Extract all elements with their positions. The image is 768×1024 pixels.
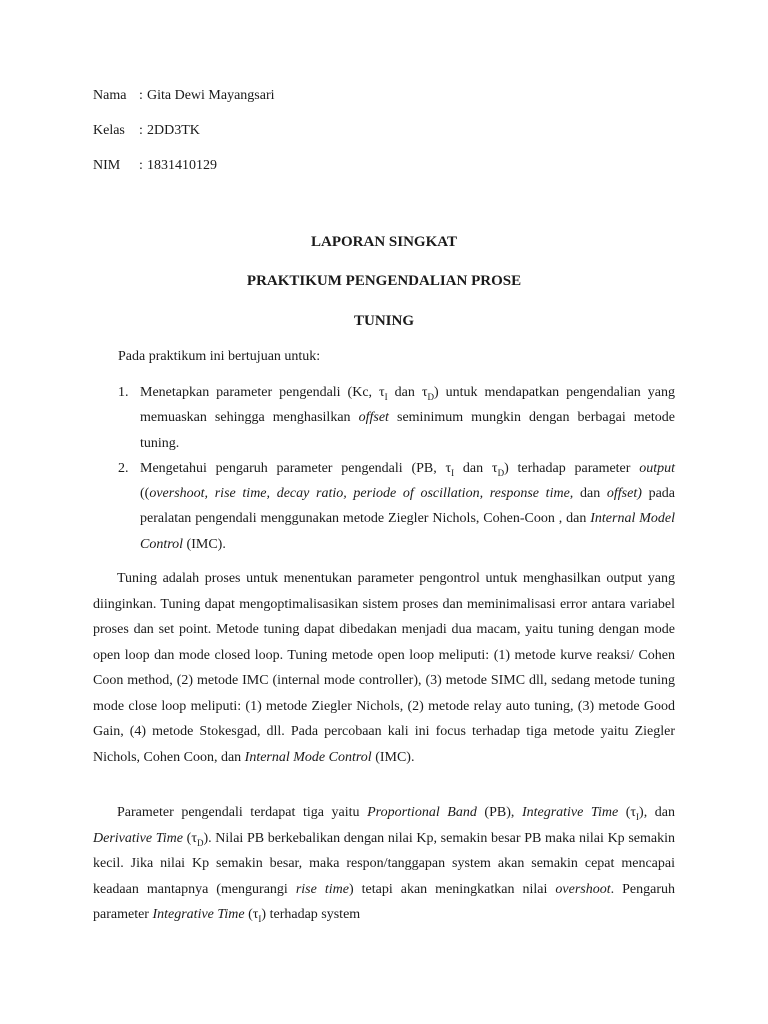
title-laporan: LAPORAN SINGKAT xyxy=(311,234,457,250)
title-praktikum: PRAKTIKUM PENGENDALIAN PROSE xyxy=(246,273,522,289)
text-span: (IMC). xyxy=(183,536,226,552)
text-span: dan τ xyxy=(454,460,498,476)
nama-row xyxy=(93,86,275,106)
italic-term: Internal Model Control xyxy=(140,511,675,552)
list-number: 1. xyxy=(118,385,129,400)
subscript: D xyxy=(497,467,505,478)
subscript: I xyxy=(258,913,262,924)
text-span: (τ xyxy=(183,830,197,846)
kelas-separator: : xyxy=(139,123,143,138)
title-tuning: TUNING xyxy=(353,313,414,329)
kelas-row xyxy=(93,121,200,141)
paragraph-tuning xyxy=(93,566,675,770)
subscript: I xyxy=(451,467,455,478)
italic-term: Integrative Time xyxy=(152,907,245,922)
text-span: dan τ xyxy=(387,385,428,400)
text-span: pada peralatan pengendali menggunakan metode Ziegler Nichols, Cohen-Coon , dan xyxy=(140,486,676,527)
italic-term: rise time xyxy=(295,881,349,897)
italic-term: Proportional Band xyxy=(367,805,477,820)
text-span: ), dan xyxy=(639,805,675,820)
italic-term: overshoot xyxy=(555,881,611,897)
nim-separator: : xyxy=(139,158,143,173)
text-span: seminimum mungkin dengan berbagai metode tuning. xyxy=(140,410,675,451)
text-span: Tuning adalah proses untuk menentukan parameter pengontrol untuk menghasilkan output yang diinginkan. Tuning dapat mengoptimalisasikan sistem proses dan meminimalisasi error antara variabel proses dan set point. Metode tuning dapat dibedakan menjadi dua macam, yaitu tuning dengan mode open loop dan mode closed loop. Tuning metode open loop meliputi: (1) metode kurve reaksi/ Cohen Coon method, (2) metode IMC (internal mode controller), (3) metode SIMC dll, sedang metode tuning mode close loop meliputi: (1) metode Ziegler Nichols, (2) metode relay auto tuning, (3) metode Good Gain, (4) metode Stokesgad, dll. Pada percobaan kali ini focus terhadap tiga metode yaitu Ziegler Nichols, Cohen Coon, dan xyxy=(93,571,675,765)
nama-separator: : xyxy=(139,88,143,103)
text-span: (τ xyxy=(618,805,637,820)
text-span: (( xyxy=(140,486,150,502)
kelas-value: 2DD3TK xyxy=(147,123,200,138)
paragraph-parameters xyxy=(93,800,675,928)
subscript: I xyxy=(384,391,388,402)
list-item xyxy=(118,456,675,557)
nim-row xyxy=(93,156,217,176)
list-number: 2. xyxy=(118,460,129,476)
intro-text: Pada praktikum ini bertujuan untuk: xyxy=(118,349,321,364)
subscript: D xyxy=(427,391,434,402)
text-span: . Pengaruh parameter xyxy=(93,881,675,922)
text-span: dan xyxy=(573,486,607,502)
italic-term: Internal Mode Control xyxy=(244,749,372,765)
text-span: Parameter pengendali terdapat tiga yaitu xyxy=(117,805,368,820)
italic-term: offset xyxy=(358,410,389,426)
text-span: (τ xyxy=(244,907,259,922)
text-span: ) tetapi akan meningkatkan nilai xyxy=(348,881,556,897)
italic-term: output xyxy=(639,460,675,476)
text-span: ) terhadap parameter xyxy=(504,460,640,476)
nim-label: NIM xyxy=(93,158,121,173)
italic-term: overshoot, rise time, decay ratio, periode of oscillation, response time, xyxy=(149,486,574,502)
list-item xyxy=(118,380,675,456)
italic-term: Derivative Time xyxy=(93,830,183,846)
nim-value: 1831410129 xyxy=(147,158,217,173)
text-span: Mengetahui pengaruh parameter pengendali (PB, τ xyxy=(140,460,452,476)
text-span: (IMC). xyxy=(371,749,415,765)
text-span: ) terhadap system xyxy=(261,907,361,922)
text-span: ). Nilai PB berkebalikan dengan nilai Kp, semakin besar PB maka nilai Kp semakin kecil. Jika nilai Kp semakin besar, maka respon/tanggapan system akan semakin cepat mencapai keadaan mantapnya (mengurangi xyxy=(93,830,676,897)
italic-term: Integrative Time xyxy=(521,805,619,820)
text-span: (PB), xyxy=(476,805,522,820)
nama-label: Nama xyxy=(93,88,127,103)
subscript: I xyxy=(636,811,640,822)
kelas-label: Kelas xyxy=(93,123,125,138)
italic-term: offset) xyxy=(606,486,642,502)
nama-value: Gita Dewi Mayangsari xyxy=(147,88,275,103)
text-span: ) untuk mendapatkan pengendalian yang memuaskan sehingga menghasilkan xyxy=(140,385,675,426)
objectives-list xyxy=(118,380,675,557)
subscript: D xyxy=(196,837,204,848)
text-span: Menetapkan parameter pengendali (Kc, τ xyxy=(140,385,385,400)
